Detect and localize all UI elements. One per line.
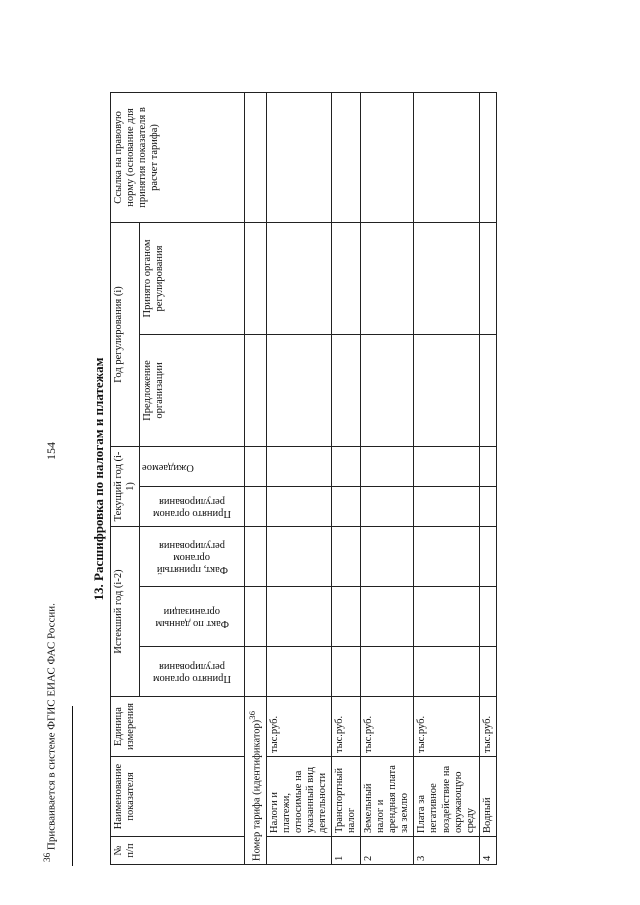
col-name-header: Наименование показателя bbox=[111, 757, 245, 837]
taxes-table bbox=[110, 92, 497, 865]
reg-org-header: Предложение организации bbox=[140, 334, 245, 446]
footnote: $^{36}$ Присваивается в системе ФГИС ЕИАС ФАС России. bbox=[42, 603, 58, 862]
current-year-header: Текущий год (i-1) bbox=[111, 446, 140, 526]
col-unit-header: Единица измерения bbox=[111, 697, 245, 757]
reg-year-header: Год регулирования (i) bbox=[111, 222, 140, 446]
reg-reg-header: Принято органом регулирования bbox=[140, 222, 245, 334]
table-row: 1 Транспортный налог тыс.руб. bbox=[332, 92, 361, 864]
table-row: Налоги и платежи, относимые на указанный вид деятельности тыс.руб. bbox=[266, 92, 331, 864]
cur-reg-header: Принято органом регулирования bbox=[140, 487, 245, 527]
past-org-header: Факт по данным организации bbox=[140, 587, 245, 647]
table-row: 4 Водный тыс.руб. bbox=[479, 92, 496, 864]
past-reg-header: Принято органом регулирования bbox=[140, 647, 245, 697]
page-number: 154 bbox=[44, 442, 58, 460]
col-ref-header: Ссылка на правовую норму (основание для принятия показателя в расчет тарифа) bbox=[111, 92, 245, 222]
tariff-id-row: Номер тарифа (идентификатор)$^{36}$ bbox=[245, 697, 267, 865]
footnote-divider bbox=[72, 706, 73, 866]
table-title: 13. Расшифровка по налогам и платежам bbox=[91, 357, 106, 601]
table-row: 3 Плата за негативное воздействие на окружающую среду тыс.руб. bbox=[414, 92, 479, 864]
past-fact-reg-header: Факт, принятый органом регулирования bbox=[140, 527, 245, 587]
cur-exp-header: Ожидаемое bbox=[140, 446, 245, 486]
table-row: 2 Земельный налог и арендная плата за землю тыс.руб. bbox=[361, 92, 414, 864]
rotated-table-block bbox=[88, 93, 550, 865]
col-num-header: № п/п bbox=[111, 837, 245, 865]
past-year-header: Истекший год (i-2) bbox=[111, 527, 140, 697]
